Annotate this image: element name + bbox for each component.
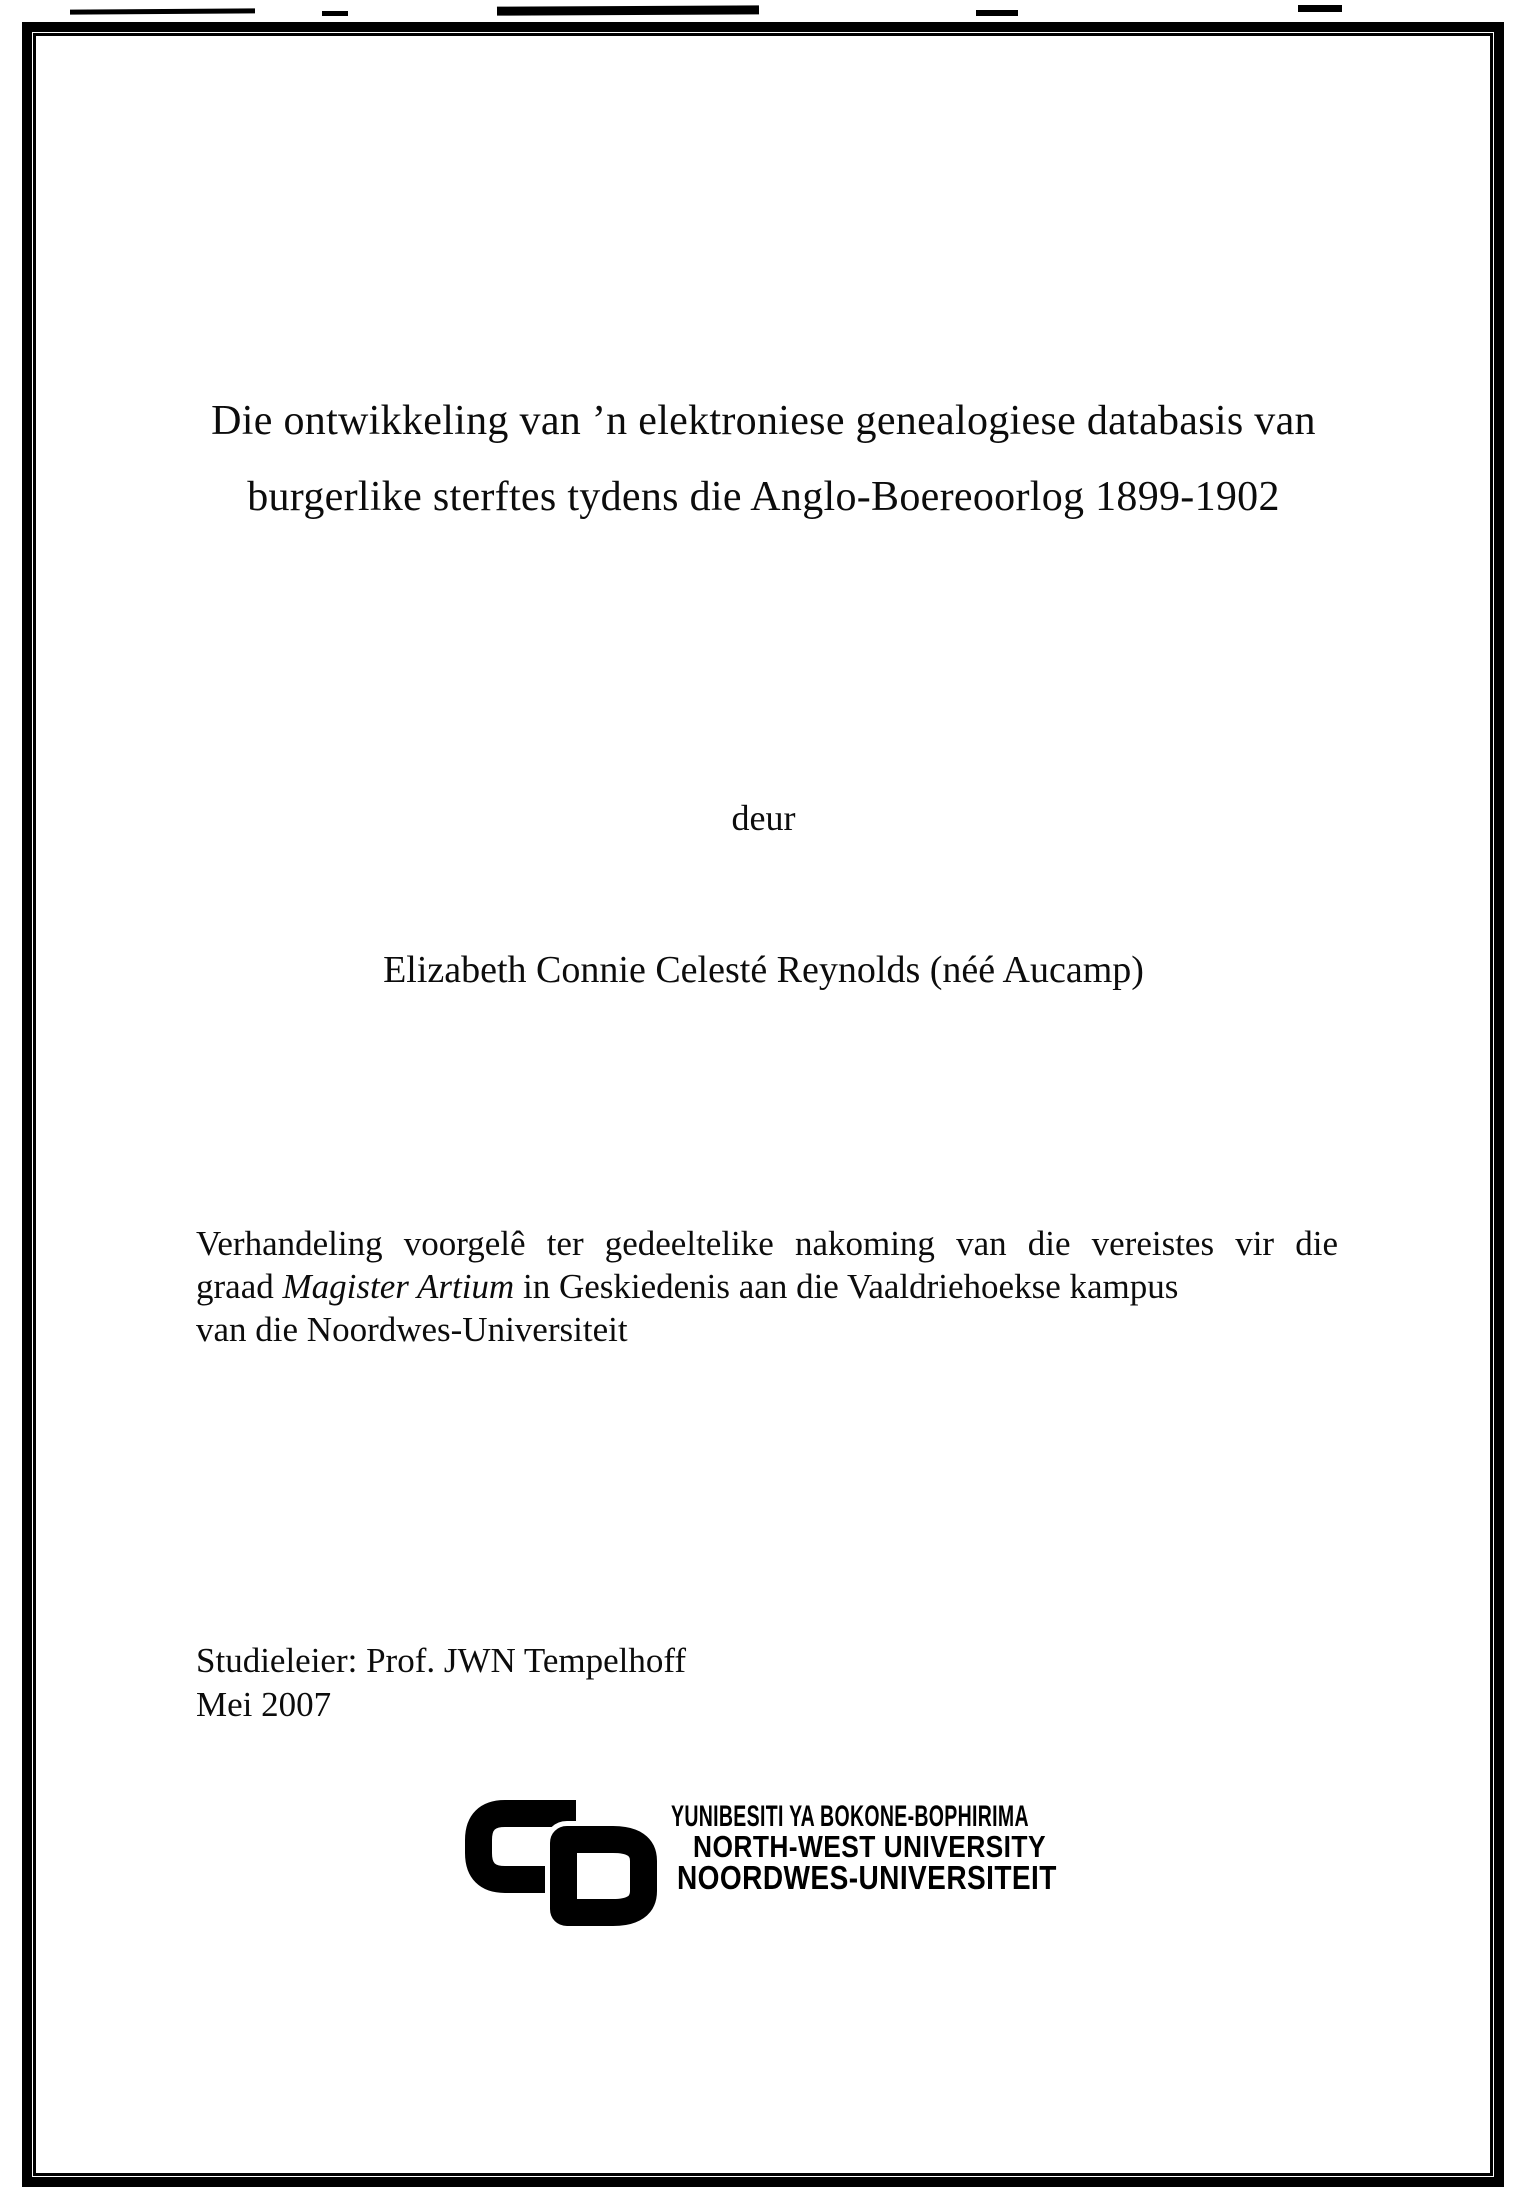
- statement-line-2-suffix: in Geskiedenis aan die Vaaldriehoekse kampus: [514, 1267, 1179, 1306]
- nwu-chainlink-logo-icon: [463, 1798, 663, 1935]
- scan-artifact: [70, 8, 255, 14]
- degree-statement: [196, 1222, 1338, 1351]
- supervisor-line: Studieleier: Prof. JWN Tempelhoff: [196, 1641, 687, 1680]
- statement-line-2: [196, 1265, 1338, 1308]
- logo-wordmark-line-2: NORTH-WEST UNIVERSITY: [693, 1829, 1046, 1864]
- scan-artifact: [497, 5, 759, 15]
- author-name: Elizabeth Connie Celesté Reynolds (néé Aucamp): [383, 949, 1144, 991]
- scan-artifact: [1298, 5, 1342, 12]
- supervisor-block: [196, 1639, 686, 1727]
- date-line: Mei 2007: [196, 1685, 332, 1724]
- statement-line-2-prefix: graad: [196, 1267, 283, 1306]
- statement-line-3: van die Noordwes-Universiteit: [196, 1310, 628, 1349]
- byline-deur: deur: [731, 798, 796, 838]
- title-line-1: Die ontwikkeling van ’n elektroniese genealogiese databasis van: [211, 398, 1316, 444]
- scan-artifact: [976, 10, 1018, 16]
- title-line-2: burgerlike sterftes tydens die Anglo-Boereoorlog 1899-1902: [247, 474, 1280, 520]
- logo-wordmark-line-1: YUNIBESITI YA BOKONE-BOPHIRIMA: [671, 1800, 1029, 1833]
- university-logo: [463, 1798, 1222, 1935]
- scan-artifact: [322, 11, 348, 16]
- statement-line-1: Verhandeling voorgelê ter gedeeltelike nakoming van die vereistes vir die: [196, 1224, 1338, 1263]
- degree-name-italic: Magister Artium: [282, 1267, 515, 1306]
- logo-wordmark: [671, 1798, 1222, 1896]
- page-title: [110, 383, 1417, 535]
- logo-wordmark-line-3: NOORDWES-UNIVERSITEIT: [677, 1859, 1057, 1896]
